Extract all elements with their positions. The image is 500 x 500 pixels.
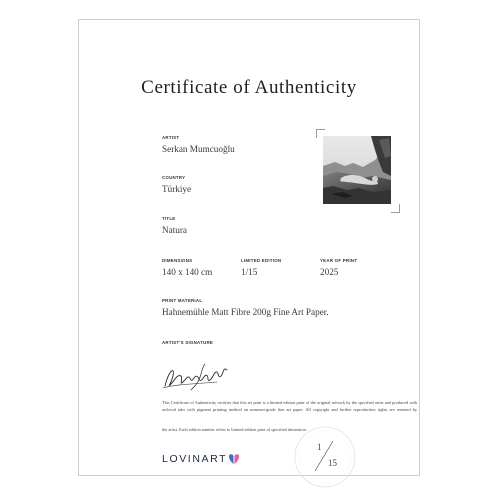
artwork-photo-frame: [316, 129, 400, 213]
limited-edition-value: 1/15: [241, 267, 258, 277]
dimensions-label: DIMENSIONS: [162, 258, 193, 263]
artwork-photo: [323, 136, 391, 204]
brand-name: LOVINART: [162, 453, 228, 465]
frame-corner-bottom-right: [391, 204, 400, 213]
title-value: Natura: [162, 225, 187, 235]
stamp-numerator: 1: [317, 442, 322, 452]
dimensions-value: 140 x 140 cm: [162, 267, 213, 277]
country-value: Türkiye: [162, 184, 192, 194]
print-material-label: PRINT MATERIAL: [162, 298, 203, 303]
artist-signature: [161, 360, 231, 394]
limited-edition-label: LIMITED EDITION: [241, 258, 282, 263]
lovinart-logo: [162, 451, 240, 467]
title-label: TITLE: [162, 216, 176, 221]
stamp-circle-icon: [293, 425, 357, 489]
year-of-print-value: 2025: [320, 267, 339, 277]
stamp-denominator: 15: [328, 458, 337, 468]
artist-signature-icon: [161, 360, 231, 394]
year-of-print-label: YEAR OF PRINT: [320, 258, 358, 263]
lovinart-heart-logo-icon: [228, 453, 240, 465]
authenticity-statement: This Certificate of Authenticity certifies that this art print is a limited edition print of the original artwork by the specified artist and produced with archival inks with pigment printing method on museum-grade fine art paper. All copyright and further reproduction rights are retained by: [162, 400, 417, 412]
artist-value: Serkan Mumcuoğlu: [162, 144, 235, 154]
signature-label: ARTIST'S SIGNATURE: [162, 340, 214, 345]
country-label: COUNTRY: [162, 175, 186, 180]
certificate-page: [78, 19, 420, 476]
artwork-photo-icon: [323, 136, 391, 204]
print-material-value: Hahnemühle Matt Fibre 200g Fine Art Paper.: [162, 307, 329, 317]
authenticity-statement-last-line: the artist. Each edition number refers to limited edition print of specified dimension.: [162, 427, 307, 432]
edition-number-stamp: [293, 425, 357, 489]
artist-label: ARTIST: [162, 135, 180, 140]
certificate-title: Certificate of Authenticity: [141, 77, 357, 98]
